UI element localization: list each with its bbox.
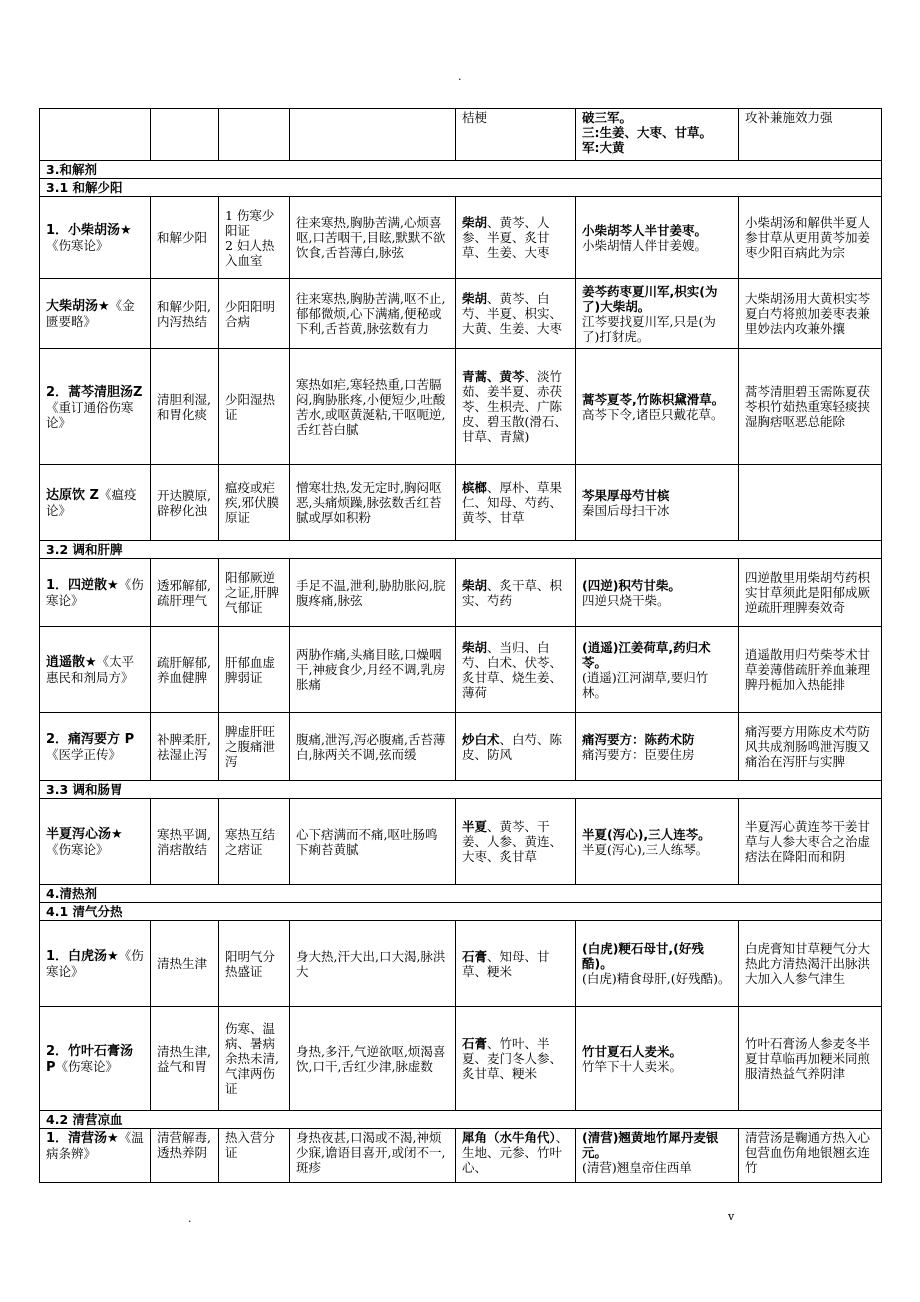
- function-cell: 清热生津,益气和胃: [151, 1007, 219, 1111]
- formula-name: 1．四逆散★: [46, 578, 119, 593]
- section-label: 4.清热剂: [46, 886, 97, 901]
- formula-name: 半夏泻心汤★: [46, 827, 123, 842]
- formula-source: 《伤寒论》: [46, 577, 144, 608]
- formula-row: [40, 109, 882, 161]
- formula-row: [40, 799, 882, 885]
- formula-name-cell: [40, 627, 151, 713]
- mnemonic-cell: [576, 1007, 739, 1111]
- herbs-chief: 柴胡: [462, 291, 488, 306]
- herbs-other: 、生地、元参、竹叶心、: [462, 1130, 569, 1175]
- mnemonic-bold: 破三军。 三:生姜、大枣、甘草。 军:大黄: [582, 110, 712, 155]
- section-label: 3.3 调和肠胃: [46, 782, 123, 797]
- indication-text: 伤寒、温病、暑病余热未清,气津两伤证: [225, 1021, 279, 1096]
- indication-text: 肝郁血虚脾弱证: [225, 654, 276, 685]
- mnemonic-plain: 竹竿下十人卖米。: [582, 1058, 683, 1074]
- formula-source: 《金匮要略》: [46, 298, 135, 329]
- herbs-cell: [456, 197, 576, 279]
- function-cell: 补脾柔肝,祛湿止泻: [151, 713, 219, 781]
- bottom-left-mark: .: [188, 1212, 192, 1225]
- herbs-cell: [456, 1007, 576, 1111]
- herbs-cell: [456, 465, 576, 541]
- table-body: [40, 109, 882, 1183]
- herbs-other: 、黄芩、白芍、半夏、枳实、大黄、生姜、大枣: [462, 291, 563, 336]
- indication-text: 1 伤寒少阳证 2 妇人热入血室: [225, 207, 275, 268]
- formula-row: [40, 1007, 882, 1111]
- mnemonic-cell: [576, 713, 739, 781]
- formula-name: 1．白虎汤★: [46, 949, 119, 964]
- herbs-cell: [456, 109, 576, 161]
- herbs-other: 、知母、甘草、粳米: [462, 948, 550, 979]
- formula-name: 达原饮 Z: [46, 488, 99, 503]
- formula-name-cell: [40, 1007, 151, 1111]
- indication-cell: [219, 921, 290, 1007]
- mnemonic-plain: 四逆只烧干柴。: [582, 592, 670, 608]
- section-row: [40, 179, 882, 197]
- indication-cell: [219, 109, 290, 161]
- mnemonic-cell: [576, 109, 739, 161]
- herbs-other: 、炙干草、枳实、芍药: [462, 577, 563, 608]
- song-cell: 小柴胡汤和解供半夏人参甘草从更用黄芩加姜枣少阳百病此为宗: [739, 197, 882, 279]
- herbs-cell: [456, 279, 576, 349]
- song-cell: 蒿芩清胆碧玉需陈夏茯苓枳竹茹热重寒轻痰挟湿胸痞呕恶总能除: [739, 349, 882, 465]
- mnemonic-cell: [576, 197, 739, 279]
- song-cell: 四逆散里用柴胡芍药枳实甘草须此是阳郁成厥逆疏肝理脾奏效奇: [739, 559, 882, 627]
- formula-name-cell: [40, 559, 151, 627]
- section-label-cell: [40, 1111, 882, 1129]
- indication-cell: [219, 713, 290, 781]
- mnemonic-plain: 小柴胡情人伴甘姜嫂。: [582, 237, 708, 253]
- formula-row: [40, 921, 882, 1007]
- symptoms-cell: 两胁作痛,头痛目眩,口燥咽干,神疲食少,月经不调,乳房胀痛: [290, 627, 456, 713]
- symptoms-cell: 心下痞满而不痛,呕吐肠鸣下痢苔黄腻: [290, 799, 456, 885]
- section-label-cell: [40, 179, 882, 197]
- mnemonic-bold: 小柴胡芩人半甘姜枣。: [582, 222, 708, 238]
- mnemonic-bold: (白虎)粳石母甘,(好残酷)。: [582, 941, 704, 971]
- formula-row: [40, 559, 882, 627]
- indication-cell: [219, 1129, 290, 1183]
- function-cell: 清热生津: [151, 921, 219, 1007]
- song-cell: 竹叶石膏汤人参麦冬半夏甘草临再加粳米同煎服清热益气养阴津: [739, 1007, 882, 1111]
- function-cell: 透邪解郁,疏肝理气: [151, 559, 219, 627]
- mnemonic-bold: 蒿芩夏苓,竹陈枳黛滑草。: [582, 391, 725, 407]
- mnemonic-cell: [576, 1129, 739, 1183]
- mnemonic-cell: [576, 349, 739, 465]
- indication-text: 热入营分证: [225, 1130, 276, 1160]
- indication-cell: [219, 279, 290, 349]
- symptoms-cell: 寒热如疟,寒轻热重,口苦膈闷,胸胁胀疼,小便短少,吐酸苦水,或呕黄涎粘,干呕呃逆,舌红苔白腻: [290, 349, 456, 465]
- function-cell: 疏肝解郁,养血健脾: [151, 627, 219, 713]
- section-label: 4.2 清营凉血: [46, 1112, 123, 1127]
- formula-name: 大柴胡汤★: [46, 299, 110, 314]
- mnemonic-bold: 半夏(泻心),三人连芩。: [582, 826, 711, 842]
- formula-name: 2．蒿芩清胆汤Z: [46, 384, 143, 400]
- section-row: [40, 541, 882, 559]
- herbs-chief: 半夏: [462, 819, 488, 834]
- mnemonic-bold: (四逆)积芍甘柴。: [582, 577, 681, 593]
- mnemonic-plain: 半夏(泻心),三人练琴。: [582, 841, 709, 857]
- formula-name-cell: [40, 799, 151, 885]
- song-cell: 清营汤是鞠通方热入心包营血伤角地银翘玄连竹: [739, 1129, 882, 1183]
- mnemonic-cell: [576, 465, 739, 541]
- herbs-cell: [456, 349, 576, 465]
- symptoms-cell: 往来寒热,胸胁苦满,心烦喜呕,口苦咽干,目眩,默默不欲饮食,舌苔薄白,脉弦: [290, 197, 456, 279]
- mnemonic-plain: 痛泻要方：臣要住房: [582, 746, 695, 762]
- mnemonic-plain: 江芩要找夏川军,只是(为了)打豺虎。: [582, 313, 716, 344]
- indication-text: 寒热互结之痞证: [225, 826, 276, 857]
- function-cell: 和解少阳,内泻热结: [151, 279, 219, 349]
- formula-name: 1．清营汤★: [46, 1131, 119, 1146]
- formula-name: 2．痛泻要方 P: [46, 732, 135, 747]
- function-cell: [151, 109, 219, 161]
- herbs-cell: [456, 713, 576, 781]
- herbs-chief: 槟榔: [462, 480, 488, 495]
- indication-cell: [219, 349, 290, 465]
- section-label-cell: [40, 541, 882, 559]
- formula-name-cell: [40, 713, 151, 781]
- section-row: [40, 781, 882, 799]
- herbs-other: 、黄芩、人参、半夏、炙甘草、生姜、大枣: [462, 215, 550, 260]
- song-cell: 攻补兼施效力强: [739, 109, 882, 161]
- herbs-other: 、竹叶、半夏、麦门冬人参、炙甘草、粳米: [462, 1036, 563, 1081]
- formula-name-cell: [40, 279, 151, 349]
- herbs-chief: 柴胡: [462, 577, 488, 593]
- formula-row: [40, 197, 882, 279]
- formula-name-cell: [40, 197, 151, 279]
- formula-source: 《伤寒论》: [46, 842, 109, 857]
- indication-cell: [219, 1007, 290, 1111]
- formula-row: [40, 465, 882, 541]
- herbs-chief: 犀角（水牛角代）: [462, 1130, 556, 1145]
- symptoms-cell: 腹痛,泄泻,泻必腹痛,舌苔薄白,脉两关不调,弦而缓: [290, 713, 456, 781]
- herbs-cell: [456, 921, 576, 1007]
- section-row: [40, 161, 882, 179]
- indication-cell: [219, 559, 290, 627]
- indication-cell: [219, 799, 290, 885]
- section-label: 4.1 清气分热: [46, 904, 123, 919]
- mnemonic-bold: 芩果厚母芍甘槟: [582, 487, 670, 503]
- formula-source: 《伤寒论》: [46, 948, 144, 979]
- indication-cell: [219, 465, 290, 541]
- formula-row: [40, 349, 882, 465]
- section-label: 3.2 调和肝脾: [46, 542, 123, 557]
- formula-table: [39, 108, 882, 1183]
- formula-name-cell: [40, 109, 151, 161]
- herbs-cell: [456, 559, 576, 627]
- formula-name-cell: [40, 921, 151, 1007]
- formula-source: 《医学正传》: [46, 747, 122, 762]
- section-label-cell: [40, 903, 882, 921]
- song-cell: 白虎膏知甘草粳气分大热此方清热渴汗出脉洪大加入人参气津生: [739, 921, 882, 1007]
- formula-source: 《重订通俗伤寒论》: [46, 399, 134, 430]
- symptoms-cell: 身大热,汗大出,口大渴,脉洪大: [290, 921, 456, 1007]
- song-cell: 痛泻要方用陈皮术芍防风共成剂肠鸣泄泻腹又痛治在泻肝与实脾: [739, 713, 882, 781]
- mnemonic-plain: (逍遥)江河湖草,要归竹林。: [582, 669, 709, 700]
- herbs-other: 、当归、白芍、白术、伏苓、炙甘草、烧生姜、薄荷: [462, 639, 563, 700]
- formula-row: [40, 713, 882, 781]
- function-cell: 和解少阳: [151, 197, 219, 279]
- song-cell: 大柴胡汤用大黄枳实芩夏白芍将煎加姜枣表兼里妙法内攻兼外攘: [739, 279, 882, 349]
- mnemonic-plain: 高芩下令,诸臣只戴花草。: [582, 406, 724, 422]
- indication-text: 少阳阳明合病: [225, 298, 276, 329]
- symptoms-cell: 往来寒热,胸胁苦满,呕不止,郁郁微烦,心下满痛,便秘或下利,舌苔黄,脉弦数有力: [290, 279, 456, 349]
- formula-name: 逍遥散★: [46, 655, 97, 670]
- symptoms-cell: 身热夜甚,口渴或不渴,神烦少寐,谵语目喜开,或闭不一,斑疹: [290, 1129, 456, 1183]
- mnemonic-bold: (清营)翘黄地竹犀丹麦银元。: [582, 1130, 719, 1160]
- herbs-cell: [456, 627, 576, 713]
- section-label: 3.和解剂: [46, 162, 97, 177]
- formula-name-cell: [40, 349, 151, 465]
- formula-row: [40, 279, 882, 349]
- formula-row: [40, 1129, 882, 1183]
- symptoms-cell: 身热,多汗,气逆欲呕,烦渴喜饮,口干,舌红少津,脉虚数: [290, 1007, 456, 1111]
- section-label-cell: [40, 161, 882, 179]
- herbs-other: 、厚朴、草果仁、知母、芍药、黄芩、甘草: [462, 480, 563, 525]
- mnemonic-cell: [576, 279, 739, 349]
- formula-name-cell: [40, 465, 151, 541]
- formula-source: 《伤寒论》: [46, 238, 109, 253]
- formula-source: 《温病条辨》: [46, 1130, 144, 1161]
- mnemonic-cell: [576, 559, 739, 627]
- herbs-cell: [456, 1129, 576, 1183]
- mnemonic-plain: (白虎)精食母肝,(好残酷)。: [582, 971, 731, 986]
- function-cell: 开达膜原,辟秽化浊: [151, 465, 219, 541]
- indication-text: 瘟疫或疟疾,邪伏膜原证: [225, 480, 279, 525]
- formula-name: 1．小柴胡汤★: [46, 223, 132, 238]
- section-row: [40, 885, 882, 903]
- indication-cell: [219, 197, 290, 279]
- section-label: 3.1 和解少阳: [46, 180, 123, 195]
- symptoms-cell: 憎寒壮热,发无定时,胸闷呕恶,头痛烦躁,脉弦数舌红苔腻或厚如积粉: [290, 465, 456, 541]
- bottom-right-mark: v: [728, 1210, 735, 1223]
- symptoms-cell: 手足不温,泄利,胁肋胀闷,脘腹疼痛,脉弦: [290, 559, 456, 627]
- formula-name-cell: [40, 1129, 151, 1183]
- herbs-other: 、白芍、陈皮、防风: [462, 731, 563, 762]
- section-row: [40, 903, 882, 921]
- mnemonic-bold: 竹甘夏石人麦米。: [582, 1043, 683, 1059]
- herbs-other: 、淡竹茹、姜半夏、赤茯苓、生枳壳、广陈皮、碧玉散(滑石、甘草、青黛): [462, 369, 567, 444]
- indication-text: 少阳湿热证: [225, 391, 276, 422]
- top-mark: .: [458, 70, 462, 83]
- herbs-cell: [456, 799, 576, 885]
- mnemonic-cell: [576, 627, 739, 713]
- formula-source: 《伤寒论》: [55, 1058, 119, 1074]
- mnemonic-cell: [576, 799, 739, 885]
- mnemonic-bold: (逍遥)江姜荷草,药归术苓。: [582, 639, 711, 670]
- formula-source: 《太平惠民和剂局方》: [46, 654, 135, 685]
- indication-text: 脾虚肝旺之腹痛泄泻: [225, 724, 276, 769]
- mnemonic-plain: 秦国后母扫干冰: [582, 502, 670, 518]
- herbs-other: 、黄芩、干姜、人参、黄连、大枣、炙甘草: [462, 819, 563, 864]
- indication-cell: [219, 627, 290, 713]
- section-label-cell: [40, 885, 882, 903]
- function-cell: 寒热平调,消痞散结: [151, 799, 219, 885]
- formula-name: 2．竹叶石膏汤 P: [46, 1043, 134, 1075]
- song-cell: 逍遥散用归芍柴苓术甘草姜薄偕疏肝养血兼理脾丹栀加入热能排: [739, 627, 882, 713]
- herbs-chief: 柴胡: [462, 639, 488, 655]
- function-cell: 清胆利湿,和胃化痰: [151, 349, 219, 465]
- mnemonic-cell: [576, 921, 739, 1007]
- mnemonic-bold: 姜芩药枣夏川军,枳实(为了)大柴胡。: [582, 283, 718, 314]
- herbs-other: 桔梗: [462, 110, 488, 125]
- mnemonic-plain: (清营)翘皇帝住西单: [582, 1160, 692, 1175]
- symptoms-cell: [290, 109, 456, 161]
- formula-source: 《瘟疫论》: [46, 487, 137, 518]
- herbs-chief: 炒白术: [462, 731, 500, 747]
- herbs-chief: 柴胡: [462, 215, 488, 230]
- indication-text: 阳明气分热盛证: [225, 948, 276, 979]
- herbs-chief: 石膏: [462, 948, 488, 964]
- song-cell: [739, 465, 882, 541]
- mnemonic-bold: 痛泻要方：陈药术防: [582, 731, 695, 747]
- indication-text: 阳郁厥逆之证,肝脾气郁证: [225, 570, 279, 615]
- song-cell: 半夏泻心黄连芩干姜甘草与人参大枣合之治虚痞法在降阳而和阴: [739, 799, 882, 885]
- formula-row: [40, 627, 882, 713]
- section-row: [40, 1111, 882, 1129]
- herbs-chief: 石膏: [462, 1036, 488, 1051]
- function-cell: 清营解毒,透热养阴: [151, 1129, 219, 1183]
- herbs-chief: 青蒿、黄芩: [462, 369, 525, 384]
- section-label-cell: [40, 781, 882, 799]
